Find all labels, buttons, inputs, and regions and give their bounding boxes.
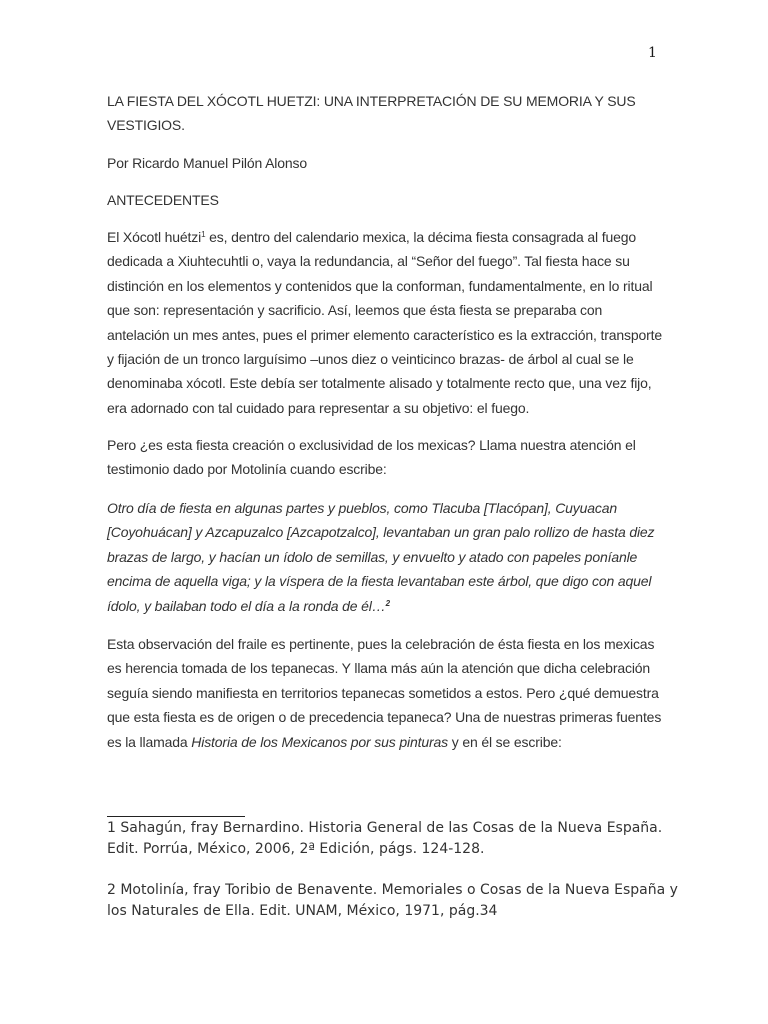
- document-title: LA FIESTA DEL XÓCOTL HUETZI: UNA INTERPRETACIÓN DE SU MEMORIA Y SUS VESTIGIOS.: [107, 93, 636, 134]
- section-heading: ANTECEDENTES: [107, 192, 219, 208]
- paragraph-1-start: El Xócotl huétzi: [107, 229, 202, 245]
- block-quote: [107, 496, 667, 618]
- paragraph-1-rest: es, dentro del calendario mexica, la décima fiesta consagrada al fuego dedicada a Xiuhtecuhtli o, vaya la redundancia, al “Señor del fuego”. Tal fiesta hace su distinción en los elementos y contenidos que la conforman, fundamentalmente, en lo ritual que son: representación y sacrificio. Así, leemos que ésta fiesta se preparaba con antelación un mes antes, pues el primer elemento característico es la extracción, transporte y fijación de un tronco larguísimo –unos diez o veinticinco brazas- de árbol al cual se le denominaba xócotl. Este debía ser totalmente alisado y totalmente recto que, una vez fijo, era adornado con tal cuidado para representar a su objetivo: el fuego.: [107, 229, 663, 416]
- paragraph-3: [107, 632, 667, 754]
- paragraph-2: Pero ¿es esta fiesta creación o exclusividad de los mexicas? Llama nuestra atención el testimonio dado por Motolinía cuando escribe:: [107, 437, 636, 478]
- quote-text: Otro día de fiesta en algunas partes y pueblos, como Tlacuba [Tlacópan], Cuyuacan [Coyohuácan] y Azcapuzalco [Azcapotzalco], levantaban un gran palo rollizo de hasta diez brazas de largo, y hacían un ídolo de semillas, y envuelto y atado con papeles poníanle encima de aquella viga; y la víspera de la fiesta levantaban este árbol, que digo con aquel ídolo, y bailaban todo el día a la ronda de él…: [107, 500, 655, 614]
- author-line: Por Ricardo Manuel Pilón Alonso: [107, 155, 308, 171]
- page-number: 1: [648, 45, 657, 61]
- paragraph-3-text: Esta observación del fraile es pertinente, pues la celebración de ésta fiesta en los mexicas es herencia tomada de los tepanecas. Y llama más aún la atención que dicha celebración seguía siendo manifiesta en territorios tepanecas sometidos a estos. Pero ¿qué demuestra que esta fiesta es de origen o de precedencia tepaneca? Una de nuestras primeras fuentes es la llamada: [107, 636, 662, 750]
- footnote-1: 1 Sahagún, fray Bernardino. Historia General de las Cosas de la Nueva España. Edit. Porrúa, México, 2006, 2ª Edición, págs. 124-128.: [107, 820, 663, 857]
- book-title: Historia de los Mexicanos por sus pinturas: [191, 733, 448, 750]
- footnote-ref-1[interactable]: 1: [201, 230, 206, 239]
- footnote-2: 2 Motolinía, fray Toribio de Benavente. Memoriales o Cosas de la Nueva España y los Naturales de Ella. Edit. UNAM, México, 1971, pág.34: [107, 882, 678, 919]
- footnote-ref-2[interactable]: 2: [385, 598, 390, 608]
- paragraph-1: [107, 225, 667, 420]
- paragraph-3-tail: y en él se escribe:: [448, 733, 562, 750]
- footnote-separator: [107, 816, 245, 817]
